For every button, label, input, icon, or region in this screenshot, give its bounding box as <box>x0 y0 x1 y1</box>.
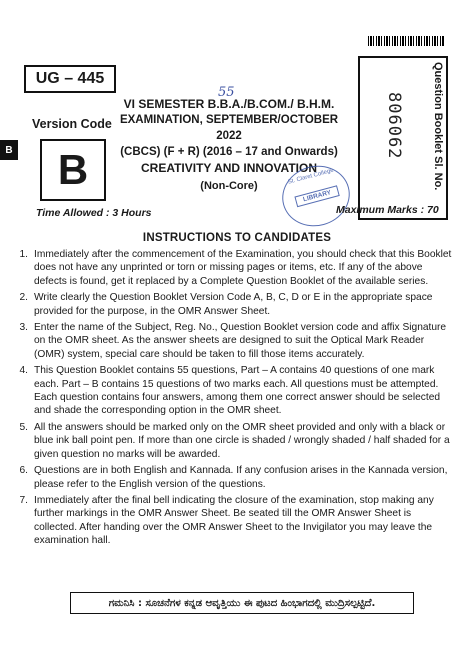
version-code-value: B <box>57 146 89 193</box>
instruction-item <box>12 494 452 548</box>
scheme-line: (CBCS) (F + R) (2016 – 17 and Onwards) <box>120 146 338 158</box>
instruction-number: 3. <box>19 322 28 334</box>
side-tab: B <box>0 140 18 160</box>
instruction-item <box>12 421 452 461</box>
maximum-marks: Maximum Marks : 70 <box>336 204 439 216</box>
instruction-item <box>12 321 452 361</box>
instruction-item <box>12 364 452 418</box>
instruction-text: Questions are in both English and Kannada. If any confusion arises in the Kannada version, please refer to the English version of the questions. <box>34 465 448 490</box>
instruction-item <box>12 248 452 288</box>
booklet-number: 806062 <box>384 92 404 160</box>
instruction-text: This Question Booklet contains 55 questions, Part – A contains 40 questions of one mark each. Part – B contains 15 questions of two marks each. All questions must be attempted. Each question contains four answers, among them one correct answer should be selected and shade the corresponding option in the OMR sheet. <box>34 365 441 417</box>
barcode <box>368 36 444 46</box>
instruction-text: Immediately after the final bell indicating the closure of the examination, stop making any further markings in the OMR Answer Sheet. Be seated till the OMR Answer Sheet is collected. After handing over the OMR Answer Sheet to the Invigilator you may leave the examination hall. <box>34 494 434 547</box>
header-line-1 <box>110 85 348 112</box>
instruction-item <box>12 291 452 318</box>
instruction-text: All the answers should be marked only on the OMR sheet provided and only with a black or blue ink ball point pen. If more than one circle is shaded / wrongly shaded / half shaded for a given question no marks will be awarded. <box>34 421 450 460</box>
instruction-text: Immediately after the commencement of the Examination, you should check that this Booklet does not have any unprinted or torn or missing pages or items, etc. If any of the above defects is found, get it replaced by a Complete Question Booklet of the available series. <box>34 249 452 287</box>
instruction-number: 1. <box>19 249 28 260</box>
handwritten-number: 55 <box>218 85 235 100</box>
stamp-ring-text: St. Claret College <box>287 167 335 186</box>
instruction-number: 6. <box>19 465 28 477</box>
instructions-title: INSTRUCTIONS TO CANDIDATES <box>142 232 332 244</box>
instruction-text: Enter the name of the Subject, Reg. No., Question Booklet version code and affix Signature on the OMR sheet. As the answer sheets are designed to suit the Optical Mark Reader (OMR) system, special care should be taken to fill those items accurately. <box>34 322 447 360</box>
semester-line: VI SEMESTER B.B.A./B.COM./ B.H.M. <box>123 97 335 111</box>
instructions-list <box>12 248 452 551</box>
instruction-number: 2. <box>19 292 28 304</box>
version-code-label: Version Code <box>32 117 112 131</box>
course-type: (Non-Core) <box>200 180 258 192</box>
paper-code-box <box>24 65 116 93</box>
subject-title: CREATIVITY AND INNOVATION <box>140 161 317 175</box>
kannada-note: ಗಮನಿಸಿ : ಸೂಚನೆಗಳ ಕನ್ನಡ ಆವೃತ್ತಿಯು ಈ ಪುಟದ ಹಿಂಭಾಗದಲ್ಲಿ ಮುದ್ರಿಸಲ್ಪಟ್ಟಿದೆ. <box>70 592 414 614</box>
time-allowed: Time Allowed : 3 Hours <box>36 207 152 219</box>
version-code-box <box>40 139 106 201</box>
instruction-number: 5. <box>19 421 28 433</box>
stamp-center-text: LIBRARY <box>294 185 339 207</box>
booklet-number-label: Question Booklet Sl. No. <box>432 62 444 191</box>
instruction-number: 7. <box>19 494 28 506</box>
instruction-item <box>12 464 452 491</box>
exam-session: EXAMINATION, SEPTEMBER/OCTOBER 2022 <box>119 114 339 142</box>
instruction-text: Write clearly the Question Booklet Version Code A, B, C, D or E in the appropriate space provided for the purpose, in the OMR Answer Sheet. <box>34 292 433 317</box>
paper-code: UG – 445 <box>35 70 105 87</box>
instruction-number: 4. <box>19 365 28 377</box>
